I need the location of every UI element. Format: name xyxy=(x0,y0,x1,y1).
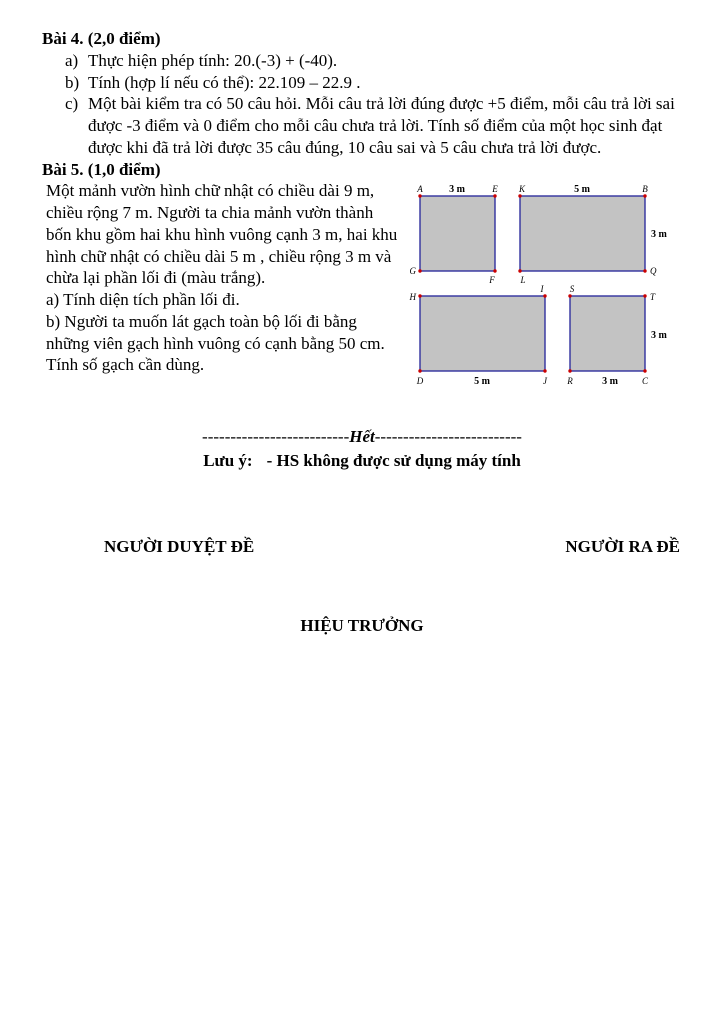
bai4-item-c xyxy=(42,93,682,158)
dim-top-left: 3 m xyxy=(449,184,465,196)
figure-label-H: H xyxy=(409,292,416,303)
item-a-text: Thực hiện phép tính: 20.(-3) + (-40). xyxy=(88,50,338,70)
right-signature-title: NGƯỜI RA ĐỀ xyxy=(565,536,680,556)
dim-bottom-left: 5 m xyxy=(474,376,490,388)
left-signature-title: NGƯỜI DUYỆT ĐỀ xyxy=(104,536,255,556)
figure-label-B: B xyxy=(642,184,648,195)
bai5-item-b: b) Người ta muốn lát gạch toàn bộ lối đi bằng những viên gạch hình vuông có cạnh bằng 50 cm. Tính số gạch cần dùng. xyxy=(46,311,385,375)
figure-label-G: G xyxy=(409,266,416,277)
point-E xyxy=(493,195,496,198)
het-word: Hết xyxy=(349,427,375,446)
item-b-label: b) xyxy=(65,72,80,92)
figure-label-D: D xyxy=(416,376,424,387)
garden-figure xyxy=(404,182,682,396)
exam-note xyxy=(42,450,682,472)
figure-label-F: F xyxy=(489,275,495,286)
dim-top-right: 5 m xyxy=(574,184,590,196)
bai5-columns xyxy=(42,180,682,396)
figure-label-I: I xyxy=(540,284,544,295)
point-Q xyxy=(643,270,646,273)
dim-bottom-right: 3 m xyxy=(602,376,618,388)
garden-figure-svg xyxy=(404,182,682,390)
figure-label-E: E xyxy=(492,184,498,195)
figure-label-C: C xyxy=(641,376,649,387)
section-bai4 xyxy=(42,28,682,159)
point-D xyxy=(418,370,421,373)
point-A xyxy=(418,195,421,198)
figure-label-Q: Q xyxy=(650,266,657,277)
signature-row xyxy=(42,536,682,558)
bai4-item-a xyxy=(42,50,682,72)
figure-label-K: K xyxy=(518,184,526,195)
point-L xyxy=(518,270,521,273)
point-C xyxy=(643,370,646,373)
item-a-label: a) xyxy=(65,50,79,70)
plot-bottom-right-square xyxy=(570,296,645,371)
point-B xyxy=(643,195,646,198)
bai4-title: Bài 4. (2,0 điểm) xyxy=(42,29,161,48)
figure-label-L: L xyxy=(520,275,526,286)
dim-right-bottom: 3 m xyxy=(651,330,667,342)
plot-top-right-rect xyxy=(520,196,645,271)
figure-label-A: A xyxy=(417,184,423,195)
point-T xyxy=(643,295,646,298)
note-text: - HS không được sử dụng máy tính xyxy=(266,450,521,470)
item-c-label: c) xyxy=(65,94,79,114)
bai4-item-b xyxy=(42,72,682,94)
het-dashes-right: -------------------------- xyxy=(374,427,522,446)
principal-signature-title: HIỆU TRƯỞNG xyxy=(300,616,424,636)
point-G xyxy=(418,270,421,273)
het-divider xyxy=(42,426,682,448)
figure-label-T: T xyxy=(650,292,656,303)
figure-label-R: R xyxy=(567,376,573,387)
het-dashes-left: -------------------------- xyxy=(202,427,350,446)
point-S xyxy=(568,295,571,298)
plot-bottom-left-rect xyxy=(420,296,545,371)
bai5-title: Bài 5. (1,0 điểm) xyxy=(42,159,161,179)
plot-top-left-square xyxy=(420,196,495,271)
section-bai5 xyxy=(42,159,682,397)
point-I xyxy=(543,295,546,298)
point-K xyxy=(518,195,521,198)
item-c-text: Một bài kiểm tra có 50 câu hỏi. Mỗi câu trả lời đúng được +5 điểm, mỗi câu trả lời sai được -3 điểm và 0 điểm cho mỗi câu chưa trả lời. Tính số điểm của một học sinh đạt được khi đã trả lời được 35 câu đúng, 10 câu sai và 5 câu chưa trả lời được. xyxy=(88,94,675,157)
note-label: Lưu ý: xyxy=(203,450,253,470)
bai5-body: Một mảnh vườn hình chữ nhật có chiều dài 9 m, chiều rộng 7 m. Người ta chia mảnh vườn thành bốn khu gồm hai khu hình vuông cạnh 3 m, hai khu hình chữ nhật có chiều dài 5 m , chiều rộng 3 m và chừa lại phần lối đi (màu trắng). xyxy=(46,181,398,288)
item-b-text: Tính (hợp lí nếu có thể): 22.109 – 22.9 . xyxy=(88,72,361,92)
point-H xyxy=(418,295,421,298)
figure-label-S: S xyxy=(569,284,575,295)
figure-label-J: J xyxy=(543,376,547,387)
point-R xyxy=(568,370,571,373)
point-F xyxy=(493,270,496,273)
point-J xyxy=(543,370,546,373)
bai5-item-a: a) Tính diện tích phần lối đi. xyxy=(46,290,240,309)
dim-right-top: 3 m xyxy=(651,229,667,241)
bai5-text xyxy=(42,180,402,376)
